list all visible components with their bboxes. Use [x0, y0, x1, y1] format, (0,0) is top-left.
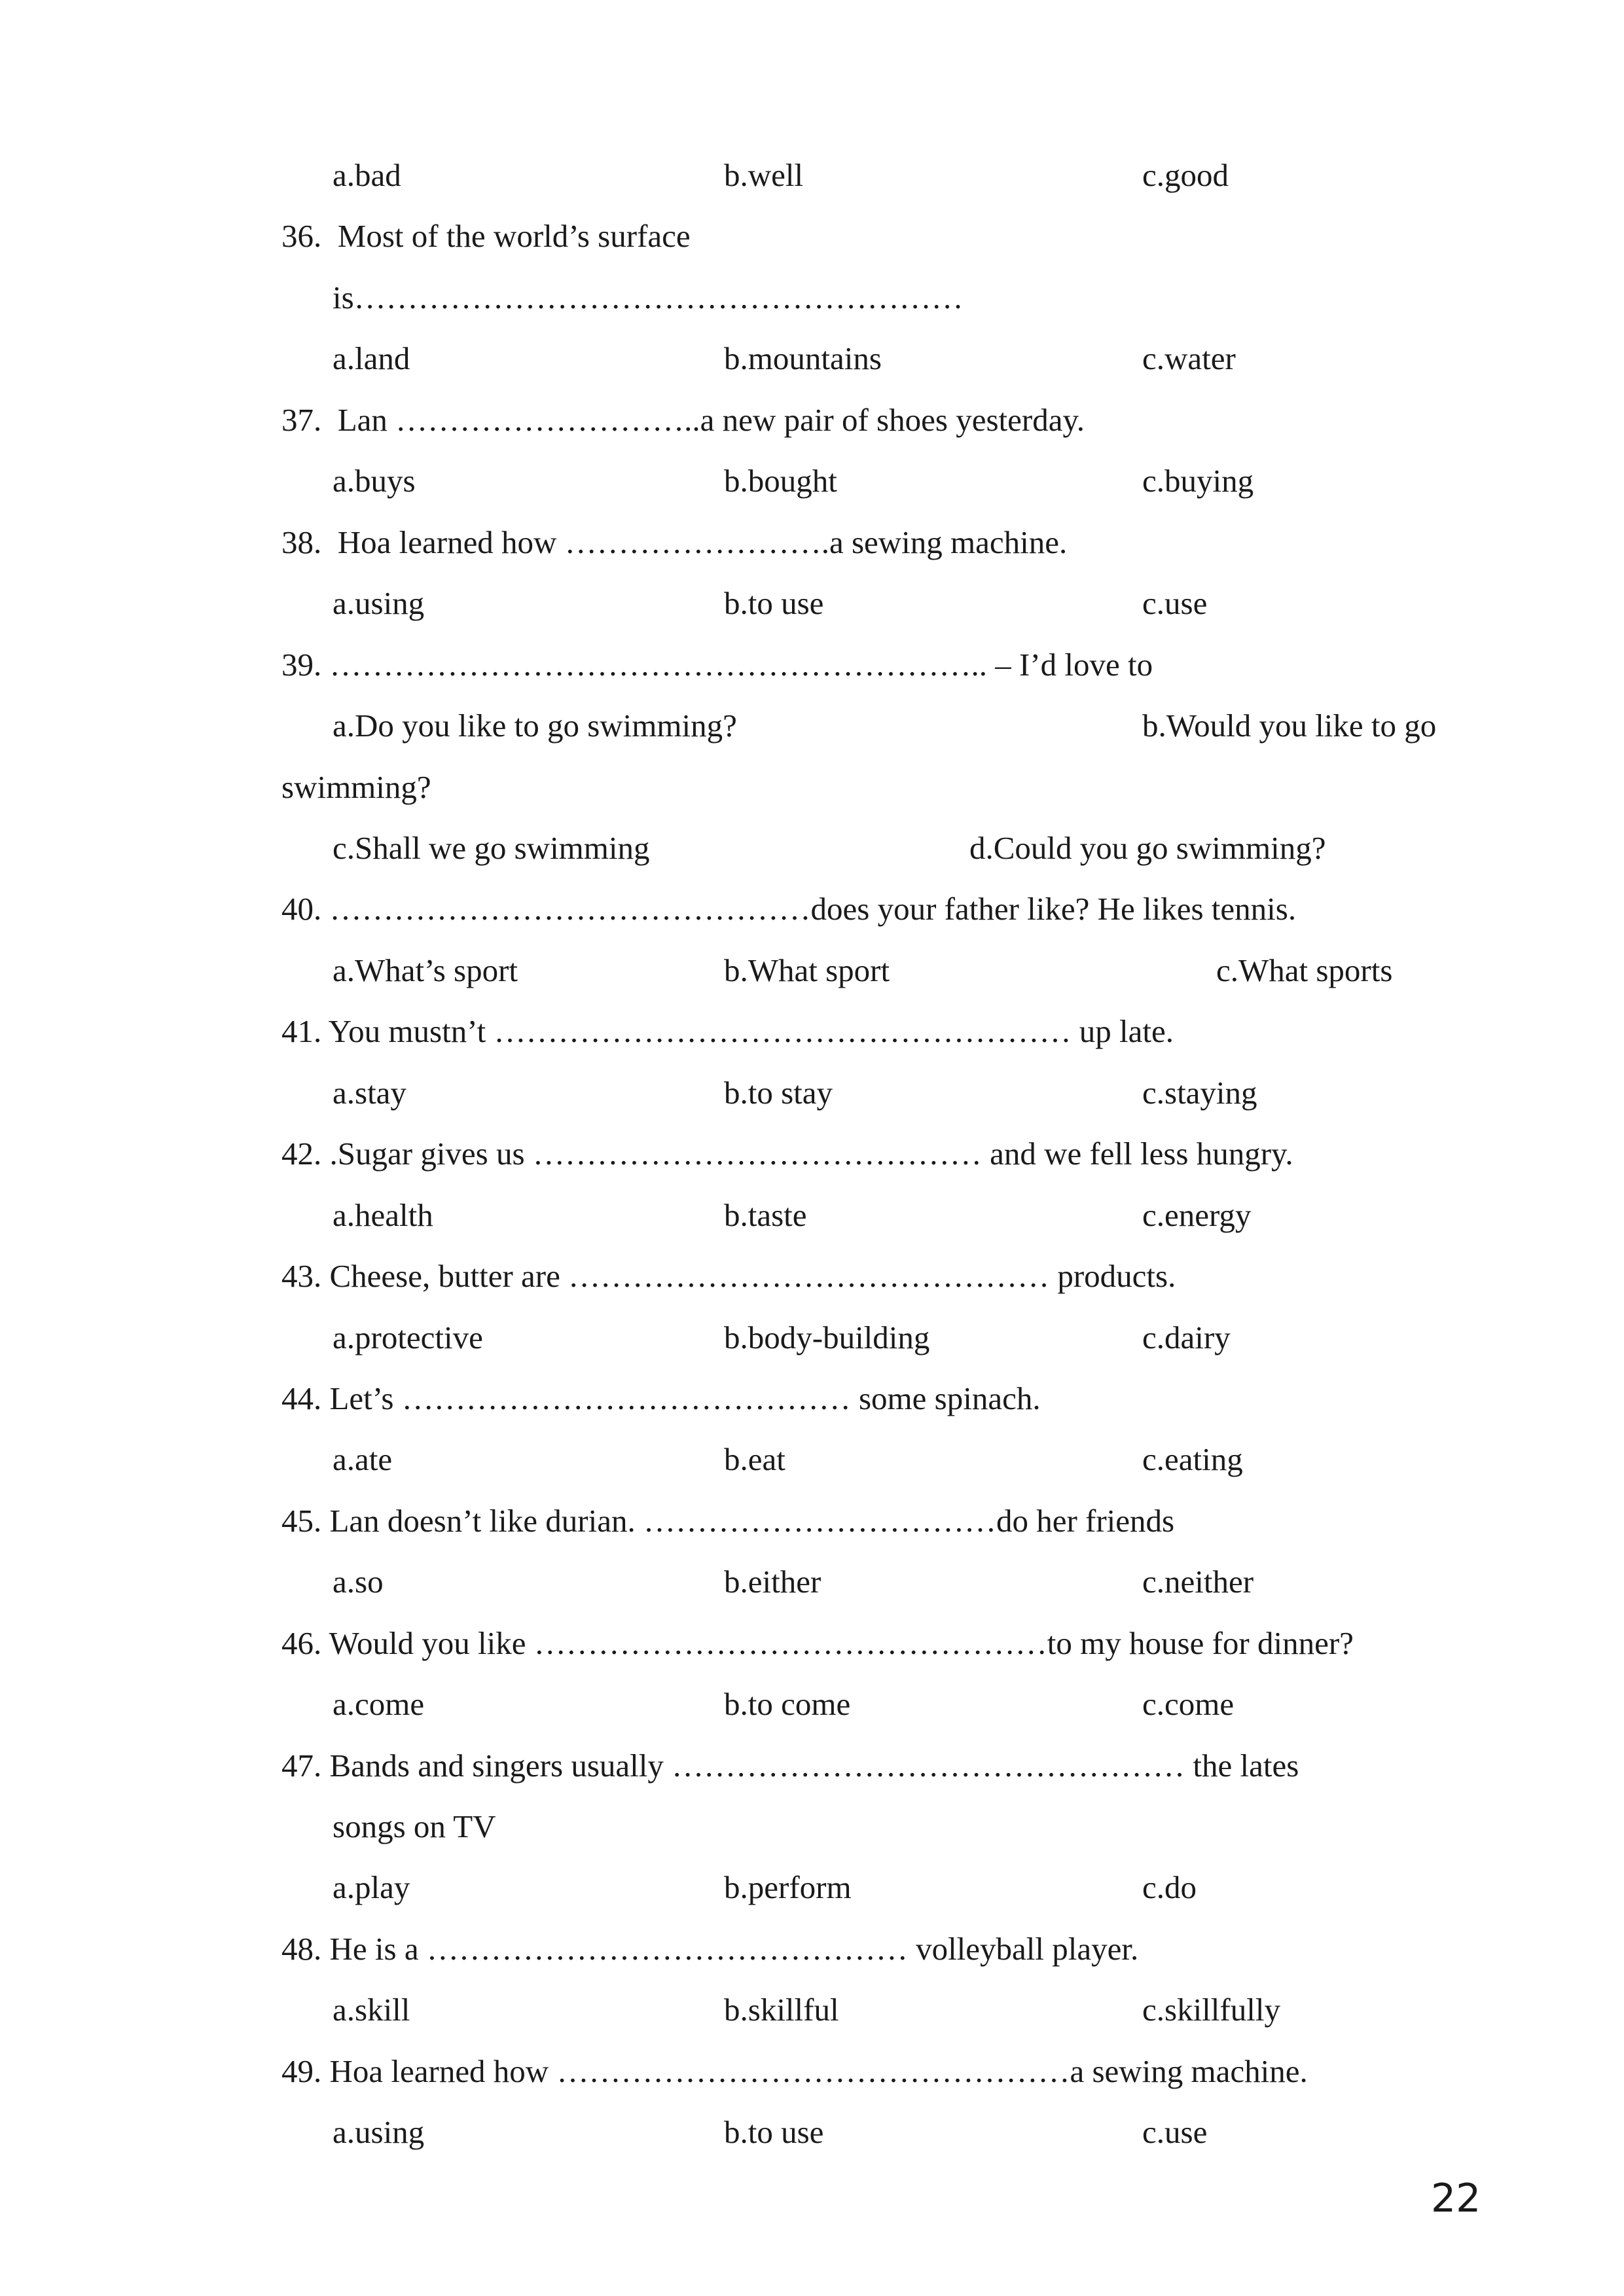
q39-option-c: c.Shall we go swimming: [333, 830, 650, 866]
q37-question: 37. Lan ………………………..a new pair of shoes yesterday.: [281, 402, 1085, 438]
q40-option-b: b.What sport: [724, 952, 890, 988]
q47-question: 47. Bands and singers usually ………………………………………… the lates: [281, 1748, 1299, 1784]
q47-option-a: a.play: [333, 1869, 410, 1905]
q48-option-c: c.skillfully: [1142, 1992, 1280, 2028]
q46-question: 46. Would you like …………………………………………to my house for dinner?: [281, 1625, 1354, 1661]
q37-option-c: c.buying: [1142, 463, 1254, 499]
q38-option-c: c.use: [1142, 585, 1208, 621]
q44-option-b: b.eat: [724, 1441, 785, 1477]
q35-option-a: a.bad: [333, 157, 401, 193]
q41-option-b: b.to stay: [724, 1075, 833, 1111]
page-number: 22: [1431, 2176, 1481, 2221]
q49-question: 49. Hoa learned how …………………………………………a sewing machine.: [281, 2053, 1308, 2089]
q36-option-b: b.mountains: [724, 340, 882, 376]
q43-option-b: b.body-building: [724, 1319, 930, 1355]
q39-option-b: b.Would you like to go: [1142, 708, 1437, 744]
q40-option-a: a.What’s sport: [333, 952, 518, 988]
q49-option-b: b.to use: [724, 2114, 824, 2150]
q38-option-a: a.using: [333, 585, 425, 621]
q39-option-d: d.Could you go swimming?: [969, 830, 1326, 866]
q39-question: 39. …………………………………………………….. – I’d love to: [281, 647, 1153, 683]
q41-option-a: a.stay: [333, 1075, 406, 1111]
q43-option-c: c.dairy: [1142, 1319, 1231, 1355]
q49-option-c: c.use: [1142, 2114, 1208, 2150]
q47-option-c: c.do: [1142, 1869, 1197, 1905]
q45-option-a: a.so: [333, 1564, 384, 1600]
q45-option-c: c.neither: [1142, 1564, 1254, 1600]
q44-option-a: a.ate: [333, 1441, 393, 1477]
q41-option-c: c.staying: [1142, 1075, 1257, 1111]
q48-question: 48. He is a ……………………………………… volleyball player.: [281, 1931, 1139, 1967]
q45-question: 45. Lan doesn’t like durian. ……………………………do her friends: [281, 1503, 1175, 1539]
q39-option-b-cont: swimming?: [281, 769, 431, 805]
q36-option-a: a.land: [333, 340, 410, 376]
q48-option-b: b.skillful: [724, 1992, 839, 2028]
q46-option-c: c.come: [1142, 1686, 1235, 1722]
q46-option-a: a.come: [333, 1686, 425, 1722]
q42-question: 42. .Sugar gives us …………………………………… and we fell less hungry.: [281, 1136, 1293, 1172]
q43-question: 43. Cheese, butter are ……………………………………… products.: [281, 1258, 1176, 1294]
q36-question: 36. Most of the world’s surface: [281, 218, 691, 254]
q46-option-b: b.to come: [724, 1686, 851, 1722]
q35-option-b: b.well: [724, 157, 804, 193]
q43-option-a: a.protective: [333, 1319, 483, 1355]
q38-option-b: b.to use: [724, 585, 824, 621]
q44-question: 44. Let’s …………………………………… some spinach.: [281, 1380, 1041, 1416]
q47-question-cont: songs on TV: [333, 1808, 496, 1844]
q38-question: 38. Hoa learned how …………………….a sewing machine.: [281, 524, 1068, 560]
q45-option-b: b.either: [724, 1564, 821, 1600]
q41-question: 41. You mustn’t ……………………………………………… up late.: [281, 1013, 1174, 1049]
q40-option-c: c.What sports: [1216, 952, 1393, 988]
q40-question: 40. ………………………………………does your father like? He likes tennis.: [281, 891, 1297, 927]
q36-question-cont: is…………………………………………………: [333, 279, 964, 315]
q49-option-a: a.using: [333, 2114, 425, 2150]
q42-option-c: c.energy: [1142, 1197, 1252, 1233]
q37-option-b: b.bought: [724, 463, 837, 499]
q35-option-c: c.good: [1142, 157, 1229, 193]
q37-option-a: a.buys: [333, 463, 416, 499]
q47-option-b: b.perform: [724, 1869, 852, 1905]
q42-option-a: a.health: [333, 1197, 433, 1233]
q36-option-c: c.water: [1142, 340, 1236, 376]
q44-option-c: c.eating: [1142, 1441, 1243, 1477]
q42-option-b: b.taste: [724, 1197, 807, 1233]
q39-option-a: a.Do you like to go swimming?: [333, 708, 737, 744]
q48-option-a: a.skill: [333, 1992, 410, 2028]
